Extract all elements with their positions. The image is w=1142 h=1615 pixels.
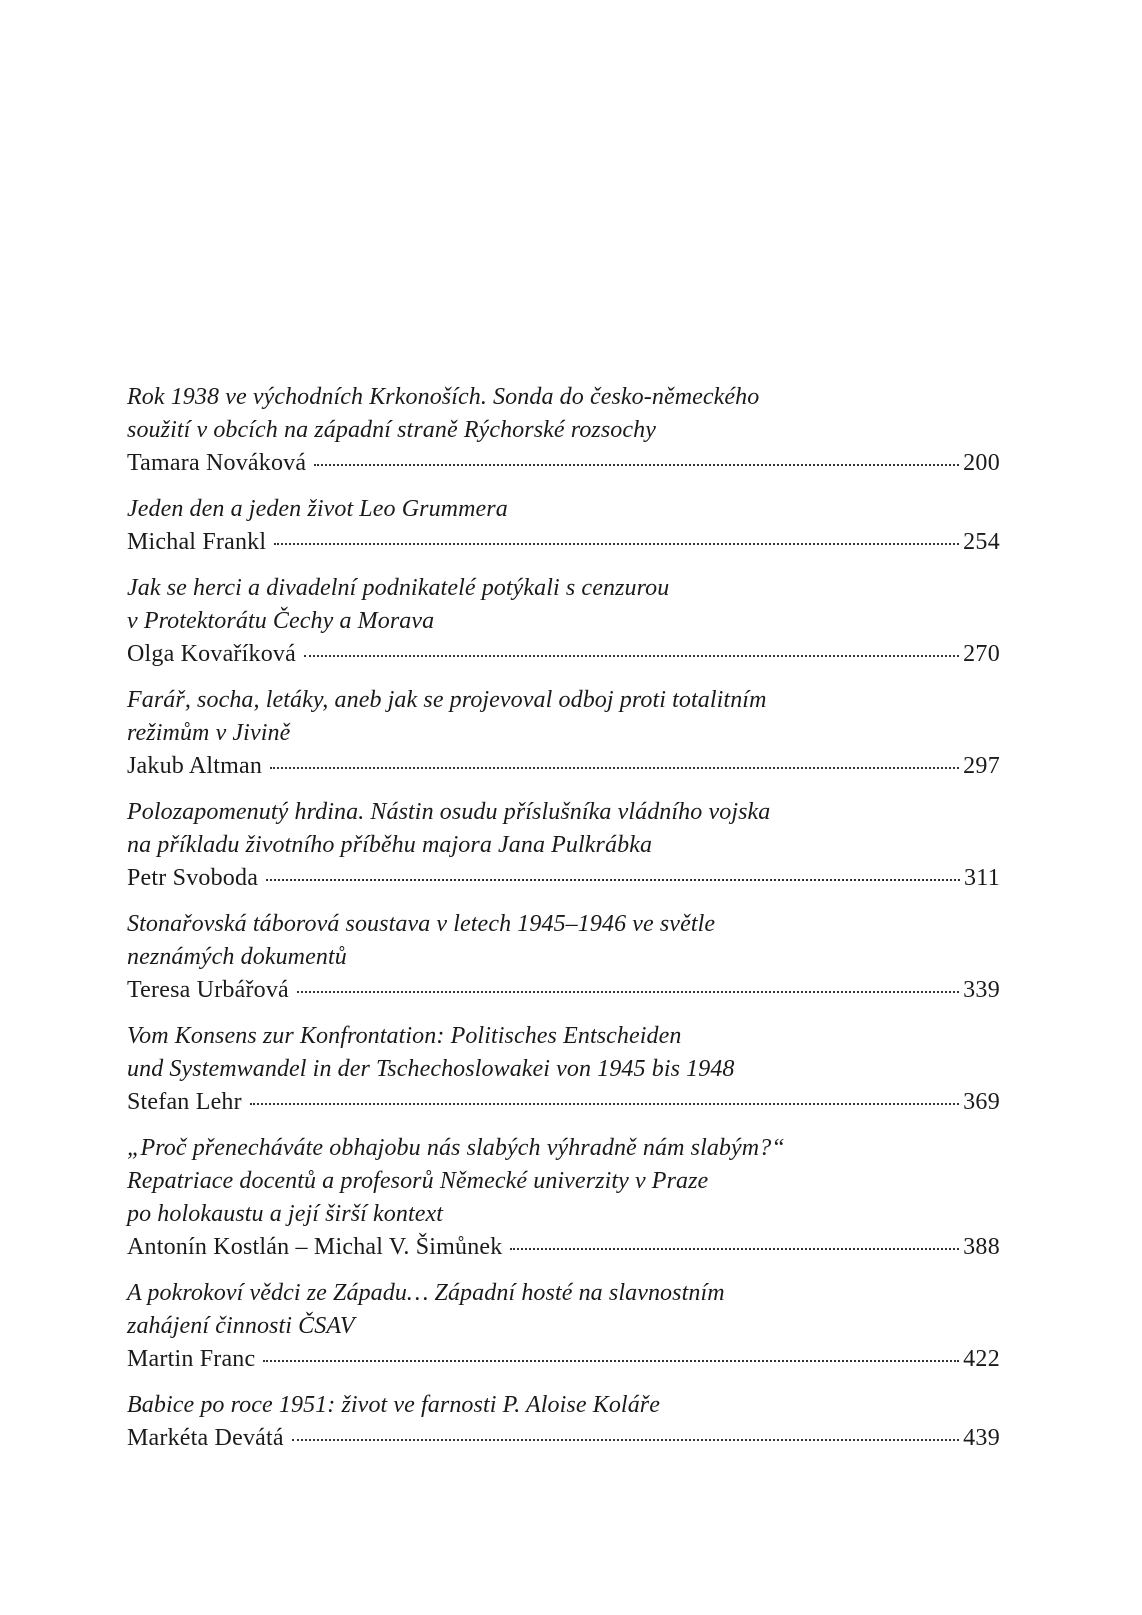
entry-page-number: 311 [963, 865, 1000, 891]
entry-author-line [127, 862, 1000, 895]
entry-page-number: 200 [963, 450, 1000, 476]
dot-leader [314, 464, 959, 466]
dot-leader [304, 655, 959, 657]
entry-author-line [127, 1422, 1000, 1455]
entry-author-line [127, 1231, 1000, 1264]
entry-page-number: 439 [963, 1425, 1000, 1451]
entry-author-line [127, 526, 1000, 559]
entry-author-line [127, 447, 1000, 480]
entry-title-line: režimům v Jivině [127, 720, 291, 746]
entry-title-line: Farář, socha, letáky, aneb jak se projevoval odboj proti totalitním [127, 687, 767, 713]
entry-page-number: 297 [963, 753, 1000, 779]
toc-entry [127, 796, 1000, 895]
dot-leader [250, 1103, 959, 1105]
entry-title-line: Stonařovská táborová soustava v letech 1945–1946 ve světle [127, 911, 716, 937]
entry-title-line: Jak se herci a divadelní podnikatelé potýkali s cenzurou [127, 575, 670, 601]
entry-title-line: und Systemwandel in der Tschechoslowakei von 1945 bis 1948 [127, 1056, 735, 1082]
entry-author: Jakub Altman [127, 753, 263, 779]
entry-author: Teresa Urbářová [127, 977, 289, 1003]
toc-entry [127, 572, 1000, 671]
dot-leader [263, 1360, 959, 1362]
toc-entry [127, 684, 1000, 783]
entry-author-line [127, 974, 1000, 1007]
entry-title-line: v Protektorátu Čechy a Morava [127, 608, 435, 634]
entry-author: Markéta Devátá [127, 1425, 284, 1451]
table-of-contents [127, 381, 1000, 1468]
entry-title-line: soužití v obcích na západní straně Rýchorské rozsochy [127, 417, 656, 443]
toc-entry [127, 1389, 1000, 1455]
toc-entry [127, 381, 1000, 480]
entry-title-line: Babice po roce 1951: život ve farnosti P. Aloise Koláře [127, 1392, 660, 1418]
entry-page-number: 422 [963, 1346, 1000, 1372]
entry-author: Petr Svoboda [127, 865, 259, 891]
toc-entry [127, 1132, 1000, 1264]
entry-title-line: „Proč přenecháváte obhajobu nás slabých výhradně nám slabým?“ [127, 1135, 785, 1161]
entry-author: Olga Kovaříková [127, 641, 296, 667]
dot-leader [274, 543, 959, 545]
dot-leader [510, 1248, 959, 1250]
entry-title-line: na příkladu životního příběhu majora Jana Pulkrábka [127, 832, 653, 858]
dot-leader [270, 767, 959, 769]
entry-page-number: 369 [963, 1089, 1000, 1115]
entry-title-line: Polozapomenutý hrdina. Nástin osudu příslušníka vládního vojska [127, 799, 771, 825]
entry-title-line: Rok 1938 ve východních Krkonoších. Sonda do česko-německého [127, 384, 760, 410]
entry-title-line: Jeden den a jeden život Leo Grummera [127, 496, 508, 522]
entry-title-line: Repatriace docentů a profesorů Německé univerzity v Praze [127, 1168, 709, 1194]
entry-author-line [127, 1086, 1000, 1119]
entry-title-line: po holokaustu a její širší kontext [127, 1201, 444, 1227]
entry-author: Stefan Lehr [127, 1089, 242, 1115]
entry-author-line [127, 750, 1000, 783]
dot-leader [297, 991, 959, 993]
entry-author: Antonín Kostlán – Michal V. Šimůnek [127, 1234, 503, 1260]
entry-author-line [127, 638, 1000, 671]
entry-author-line [127, 1343, 1000, 1376]
toc-entry [127, 908, 1000, 1007]
entry-page-number: 388 [963, 1234, 1000, 1260]
entry-title-line: neznámých dokumentů [127, 944, 347, 970]
entry-author: Martin Franc [127, 1346, 256, 1372]
toc-entry [127, 493, 1000, 559]
entry-page-number: 254 [963, 529, 1000, 555]
entry-title-line: zahájení činnosti ČSAV [127, 1313, 355, 1339]
dot-leader [292, 1439, 959, 1441]
entry-author: Tamara Nováková [127, 450, 307, 476]
entry-title-line: A pokrokoví vědci ze Západu… Západní hosté na slavnostním [127, 1280, 725, 1306]
toc-entry [127, 1277, 1000, 1376]
toc-entry [127, 1020, 1000, 1119]
entry-title-line: Vom Konsens zur Konfrontation: Politisches Entscheiden [127, 1023, 682, 1049]
entry-author: Michal Frankl [127, 529, 267, 555]
dot-leader [266, 879, 960, 881]
entry-page-number: 270 [963, 641, 1000, 667]
entry-page-number: 339 [963, 977, 1000, 1003]
